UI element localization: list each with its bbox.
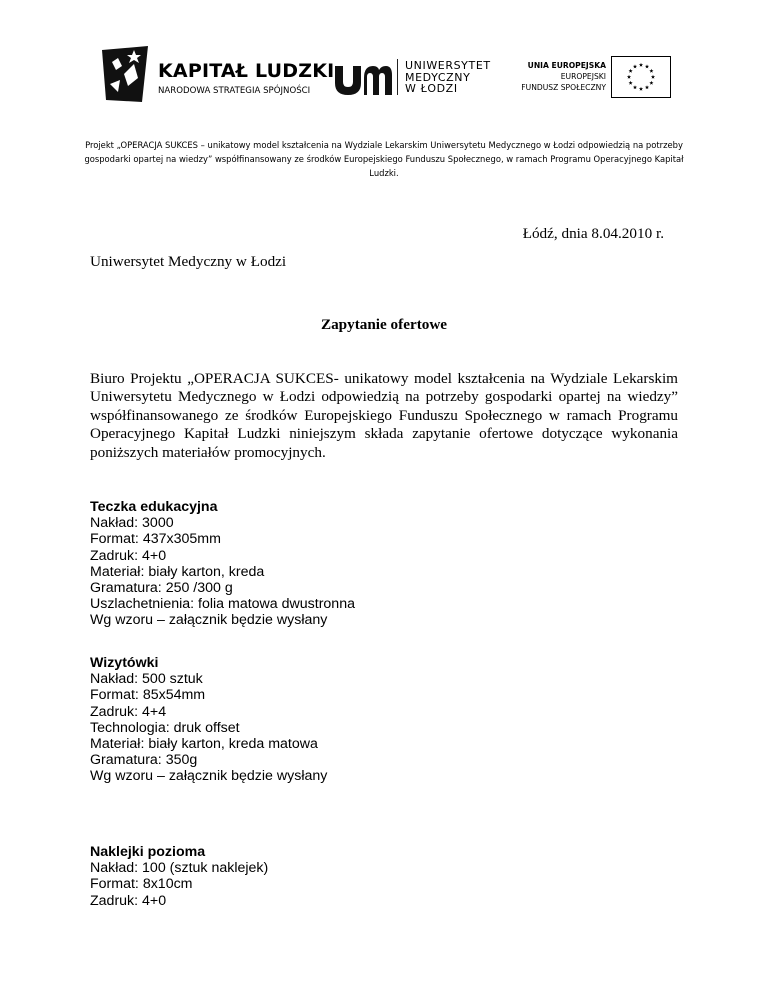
section-line: Materiał: biały karton, kreda — [90, 563, 265, 580]
university-name — [405, 60, 491, 95]
eu-star-icon — [649, 81, 653, 85]
kapital-ludzki-subtitle: NARODOWA STRATEGIA SPÓJNOŚCI — [158, 86, 311, 96]
section-line: Wg wzoru – załącznik będzie wysłany — [90, 768, 328, 785]
eu-logo-line-1: UNIA EUROPEJSKA — [527, 61, 606, 70]
section-line: Zadruk: 4+4 — [90, 703, 167, 720]
university-logo — [333, 56, 503, 102]
section-line: Gramatura: 350g — [90, 752, 198, 769]
section-line: Format: 437x305mm — [90, 531, 221, 548]
eu-star-icon — [629, 69, 633, 73]
section-line: Nakład: 500 sztuk — [90, 671, 203, 688]
section-title: Naklejki pozioma — [90, 844, 206, 860]
eu-star-icon — [645, 85, 649, 89]
section-line: Nakład: 3000 — [90, 515, 174, 532]
eu-star-icon — [651, 75, 655, 79]
body-paragraph: Biuro Projektu „OPERACJA SUKCES- unikatowy model kształcenia na Wydziale Lekarskim Uniwersytetu Medycznego w Łodzi odpowiedzią na potrzeby gospodarki opartej na wiedzy” współfinansowanego ze środków Europejskiego Funduszu Społecznego w ramach Programu Operacyjnego Kapitał Ludzki niniejszym składa zapytanie ofertowe dotyczące wykonania poniższych materiałów promocyjnych. — [90, 370, 678, 461]
eu-logo-line-3: FUNDUSZ SPOŁECZNY — [521, 83, 606, 92]
section-line: Technologia: druk offset — [90, 719, 240, 736]
letter-recipient: Uniwersytet Medyczny w Łodzi — [90, 253, 287, 270]
section-line: Format: 8x10cm — [90, 876, 193, 893]
eu-flag — [611, 56, 671, 98]
section-line: Nakład: 100 (sztuk naklejek) — [90, 860, 269, 877]
letter-date: Łódź, dnia 8.04.2010 r. — [522, 225, 664, 242]
section-line: Format: 85x54mm — [90, 687, 206, 704]
section-line: Uszlachetnienia: folia matowa dwustronna — [90, 596, 355, 613]
eu-star-icon — [639, 87, 643, 91]
eu-star-icon — [629, 81, 633, 85]
project-header-note: Projekt „OPERACJA SUKCES – unikatowy model kształcenia na Wydziale Lekarskim Uniwersytetu Medycznego w Łodzi odpowiedzią na potrzeby gospodarki opartej na wiedzy” współfinansowany ze środków Europejskiego Funduszu Społecznego, w ramach Programu Operacyjnego Kapitał Ludzki. — [84, 140, 684, 178]
document-title: Zapytanie ofertowe — [320, 316, 448, 333]
section-wizytowki — [90, 655, 327, 785]
university-name-line-3: W ŁODZI — [405, 82, 458, 95]
university-name-line-2: MEDYCZNY — [405, 70, 471, 84]
um-monogram-icon — [333, 62, 393, 96]
kapital-ludzki-logo — [98, 44, 335, 106]
section-line: Zadruk: 4+0 — [90, 892, 167, 909]
eu-logo-text — [518, 60, 606, 93]
kapital-ludzki-emblem-icon — [98, 44, 154, 106]
section-title: Wizytówki — [90, 655, 159, 671]
university-logo-divider — [397, 59, 398, 95]
eu-logo-line-2: EUROPEJSKI — [560, 72, 606, 81]
section-title: Teczka edukacyjna — [90, 499, 218, 515]
eu-star-icon — [645, 64, 649, 68]
eu-star-icon — [633, 85, 637, 89]
eu-star-icon — [649, 69, 653, 73]
eu-star-icon — [627, 75, 631, 79]
section-line: Gramatura: 250 /300 g — [90, 580, 233, 597]
section-naklejki-pozioma — [90, 844, 268, 909]
section-line: Wg wzoru – załącznik będzie wysłany — [90, 612, 328, 629]
eu-stars-icon — [612, 57, 670, 97]
eu-star-icon — [639, 63, 643, 67]
section-line: Zadruk: 4+0 — [90, 547, 167, 564]
university-name-line-1: UNIWERSYTET — [405, 59, 491, 72]
section-line: Materiał: biały karton, kreda matowa — [90, 736, 318, 753]
kapital-ludzki-title: KAPITAŁ LUDZKI — [158, 60, 335, 82]
section-teczka-edukacyjna — [90, 499, 355, 629]
eu-star-icon — [633, 64, 637, 68]
